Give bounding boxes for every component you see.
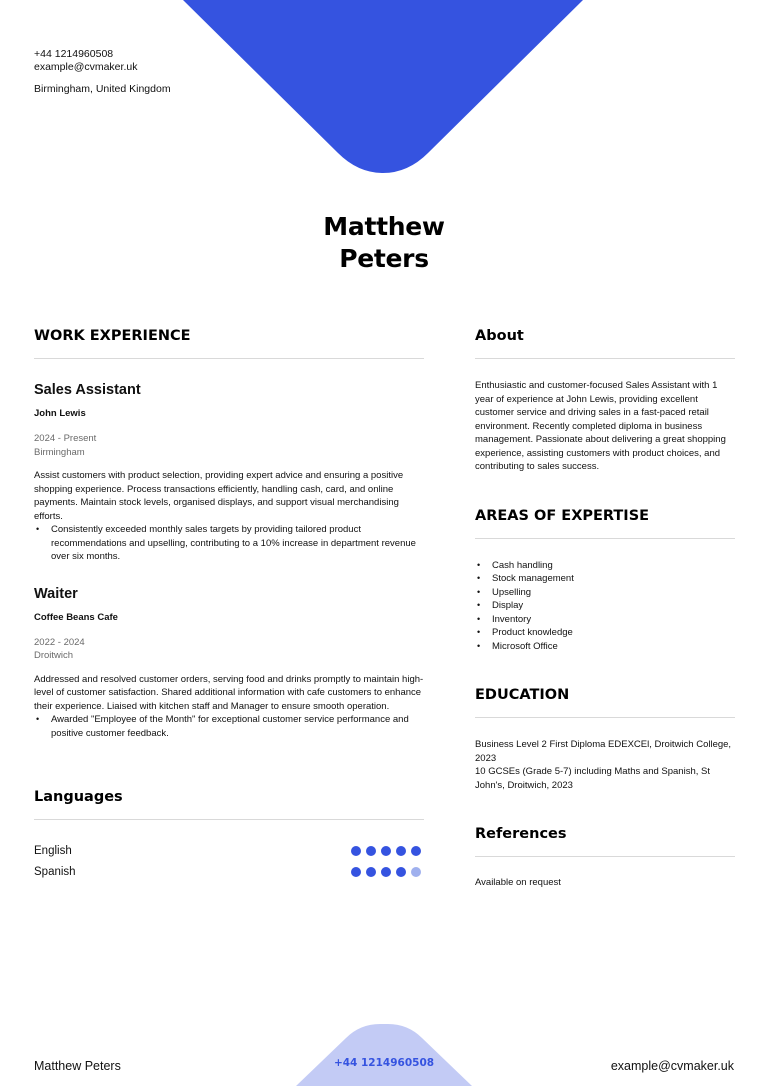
level-dot-empty (411, 867, 421, 877)
level-dot-filled (351, 846, 361, 856)
expertise-list (475, 559, 735, 654)
references-text: Available on request (475, 877, 561, 888)
languages-heading: Languages (34, 789, 123, 805)
language-level-dots (351, 867, 424, 877)
work-experience-section (34, 326, 424, 740)
job-dates: 2022 - 2024 (34, 636, 85, 648)
job-company: Coffee Beans Cafe (34, 611, 118, 623)
education-item: Business Level 2 First Diploma EDEXCEl, Droitwich College, 2023 (475, 739, 732, 764)
footer-name: Matthew Peters (34, 1059, 121, 1073)
expertise-item: • Inventory (475, 613, 735, 627)
contact-email: example@cvmaker.uk (34, 61, 138, 73)
education-section (475, 685, 735, 792)
expertise-item: • Microsoft Office (475, 640, 735, 654)
candidate-first-name: Matthew (323, 212, 445, 241)
language-name: Spanish (34, 866, 76, 879)
language-row (34, 840, 424, 862)
job-role: Waiter (34, 585, 78, 602)
job-location: Birmingham (34, 446, 85, 458)
about-section (475, 326, 735, 474)
education-heading: EDUCATION (475, 687, 570, 703)
language-level-dots (351, 846, 424, 856)
language-name: English (34, 844, 72, 857)
section-divider (34, 819, 424, 820)
expertise-item: • Product knowledge (475, 626, 735, 640)
job-entry (34, 585, 424, 741)
job-description: Addressed and resolved customer orders, serving food and drinks promptly to maintain high-level of customer satisfaction. Shared additional information with cafe customers to enhance their experience. Liaised with kitchen staff and Manager to ensure smooth operation. (34, 673, 424, 712)
references-heading: References (475, 826, 567, 842)
level-dot-filled (351, 867, 361, 877)
level-dot-filled (381, 867, 391, 877)
section-divider (475, 538, 735, 539)
level-dot-filled (411, 846, 421, 856)
expertise-item: • Stock management (475, 572, 735, 586)
section-divider (475, 717, 735, 718)
contact-block (34, 48, 171, 96)
job-company: John Lewis (34, 408, 86, 419)
about-heading: About (475, 328, 524, 344)
about-text: Enthusiastic and customer-focused Sales Assistant with 1 year of experience at John Lewis, providing excellent customer service and driving sales in a fast-paced retail environment. Recently completed diploma in business management. Passionate about delivering a great shopping experience, assisting customers with product choices, and contributing to sales success. (475, 380, 726, 472)
language-row (34, 862, 424, 884)
footer-email: example@cvmaker.uk (610, 1059, 734, 1073)
contact-location: Birmingham, United Kingdom (34, 83, 171, 95)
job-achievements (34, 713, 424, 740)
education-item: 10 GCSEs (Grade 5-7) including Maths and Spanish, St John's, Droitwich, 2023 (475, 766, 710, 791)
footer-phone: +44 1214960508 (333, 1057, 435, 1069)
section-divider (475, 358, 735, 359)
contact-phone: +44 1214960508 (34, 48, 114, 60)
right-column (475, 326, 735, 890)
job-achievements (34, 523, 424, 564)
references-section (475, 824, 735, 890)
level-dot-filled (396, 846, 406, 856)
job-role: Sales Assistant (34, 382, 141, 398)
candidate-name (234, 211, 534, 275)
level-dot-filled (366, 867, 376, 877)
job-achievement-item: • Awarded "Employee of the Month" for exceptional customer service performance and positive customer feedback. (34, 713, 424, 740)
education-list (475, 738, 735, 792)
level-dot-filled (366, 846, 376, 856)
section-divider (475, 856, 735, 857)
footer-decoration-shape (296, 1024, 472, 1086)
expertise-item: • Upselling (475, 586, 735, 600)
languages-list (34, 840, 424, 883)
job-achievement-item: • Consistently exceeded monthly sales targets by providing tailored product recommendations and upselling, contributing to a 10% increase in department revenue over six months. (34, 523, 424, 564)
languages-section (34, 787, 424, 883)
expertise-item: • Display (475, 599, 735, 613)
job-location: Droitwich (34, 650, 74, 661)
expertise-item: • Cash handling (475, 559, 735, 573)
section-divider (34, 358, 424, 359)
job-dates: 2024 - Present (34, 433, 97, 444)
level-dot-filled (381, 846, 391, 856)
expertise-heading: AREAS OF EXPERTISE (475, 507, 650, 524)
job-entry (34, 381, 424, 564)
work-experience-heading: WORK EXPERIENCE (34, 328, 191, 344)
level-dot-filled (396, 867, 406, 877)
candidate-last-name: Peters (339, 244, 429, 273)
expertise-section (475, 506, 735, 654)
job-description: Assist customers with product selection, providing expert advice and ensuring a positive shopping experience. Process transactions efficiently, handling cash, card, and online payments. Maintain stock levels, organised displays, and support visual merchandising efforts. (34, 470, 404, 522)
left-column (34, 326, 424, 883)
